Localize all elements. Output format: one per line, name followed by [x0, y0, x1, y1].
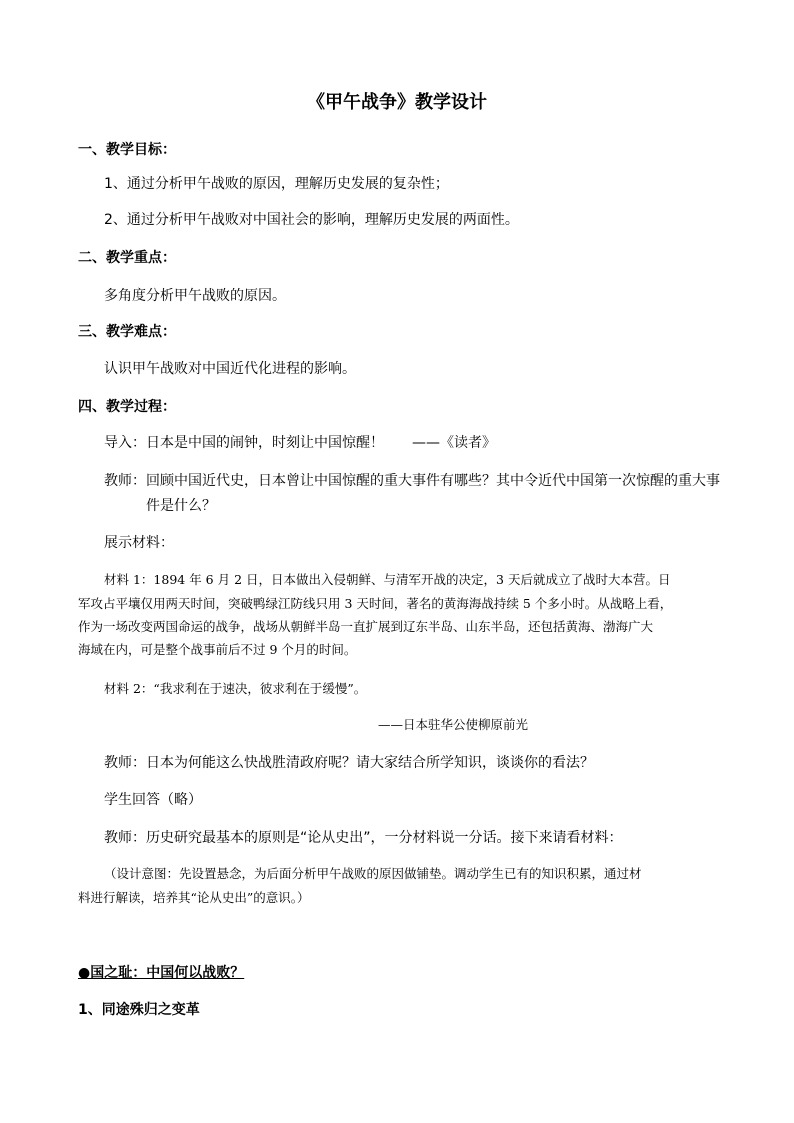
section-heading-difficulties: 三、教学难点：	[78, 324, 176, 340]
teacher-question-1-line-1: 教师：回顾中国近代史，日本曾让中国惊醒的重大事件有哪些？其中令近代中国第一次惊醒的重大事	[104, 473, 720, 489]
material-1-line-4: 海域在内，可是整个战事前后不过 9 个月的时间。	[78, 642, 357, 657]
intro-source: ——《读者》	[412, 435, 496, 451]
show-material-label: 展示材料：	[104, 535, 174, 551]
section-heading-objectives: 一、教学目标：	[78, 142, 176, 158]
teacher-question-1-line-2: 件是什么？	[146, 498, 216, 514]
material-2-quote: 材料 2：“我求利在于速决，彼求利在于缓慢”。	[104, 681, 367, 696]
design-intent-line-2: 料进行解读，培养其“论从史出”的意识。）	[78, 890, 310, 905]
design-intent-line-1: （设计意图：先设置悬念，为后面分析甲午战败的原因做铺垫。调动学生已有的知识积累，通过材	[104, 866, 642, 881]
material-2-source: ——日本驻华公使柳原前光	[378, 717, 529, 732]
student-answer: 学生回答（略）	[104, 792, 202, 808]
section-heading-process: 四、教学过程：	[78, 399, 176, 415]
objective-item-1: 1、通过分析甲午战败的原因，理解历史发展的复杂性；	[104, 176, 449, 192]
intro-text: 导入：日本是中国的闹钟，时刻让中国惊醒！	[104, 435, 384, 451]
key-point-text: 多角度分析甲午战败的原因。	[104, 288, 286, 304]
section-heading-key-points: 二、教学重点：	[78, 250, 176, 266]
material-1-line-2: 军攻占平壤仅用两天时间，突破鸭绿江防线只用 3 天时间，著名的黄海海战持续 5 个多小时。从战略上看，	[78, 596, 673, 611]
teacher-question-2: 教师：日本为何能这么快战胜清政府呢？请大家结合所学知识，谈谈你的看法？	[104, 755, 594, 771]
document-title: 《甲午战争》教学设计	[307, 92, 487, 113]
difficulty-text: 认识甲午战败对中国近代化进程的影响。	[104, 361, 356, 377]
material-1-line-1: 材料 1：1894 年 6 月 2 日，日本做出入侵朝鲜、与清军开战的决定，3 天后就成立了战时大本营。日	[104, 572, 671, 587]
objective-item-2: 2、通过分析甲午战败对中国社会的影响，理解历史发展的两面性。	[104, 212, 519, 228]
subsection-heading-1: 1、同途殊归之变革	[78, 1002, 200, 1018]
teacher-statement-3: 教师：历史研究最基本的原则是“论从史出”，一分材料说一分话。接下来请看材料：	[104, 830, 623, 846]
section-bullet-heading: ●国之耻：中国何以战败？	[78, 965, 245, 981]
material-1-line-3: 作为一场改变两国命运的战争，战场从朝鲜半岛一直扩展到辽东半岛、山东半岛，还包括黄海、渤海广大	[78, 619, 654, 634]
